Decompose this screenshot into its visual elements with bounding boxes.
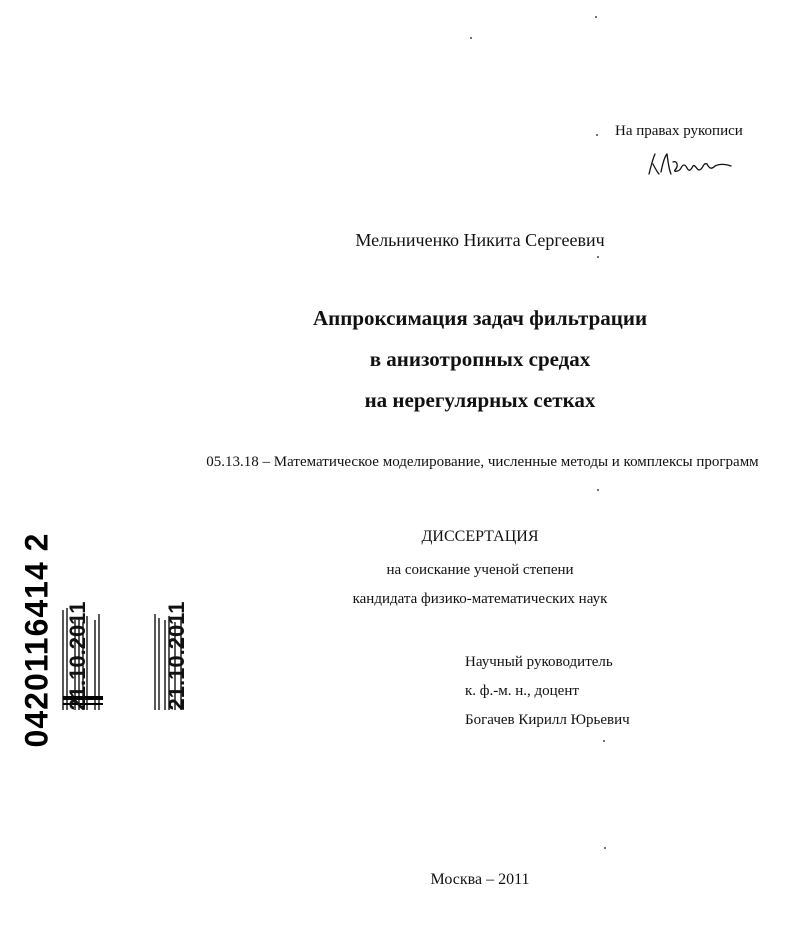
city-year: Москва – 2011 <box>430 871 530 888</box>
signature-image <box>645 148 733 182</box>
title-line: Аппроксимация задач фильтрации <box>312 306 648 330</box>
scan-speck <box>470 37 472 39</box>
scan-speck <box>603 740 605 742</box>
scan-speck <box>596 134 598 136</box>
author-name: Мельниченко Никита Сергеевич <box>355 230 605 250</box>
specialty-code: 05.13.18 – Математическое моделирование, численные методы и комплексы программ <box>206 454 759 470</box>
scan-speck <box>597 256 599 258</box>
degree-line: на соискание ученой степени <box>386 562 574 578</box>
scan-speck <box>604 847 606 849</box>
rights-note: На правах рукописи <box>615 123 743 139</box>
stamp-date-left-text: 21.10.2011 <box>65 601 90 711</box>
dissertation-title <box>0 298 795 421</box>
supervisor-name: Богачев Кирилл Юрьевич <box>465 712 630 728</box>
title-line: в анизотропных средах <box>369 347 591 371</box>
supervisor-block <box>465 648 630 735</box>
title-line: на нерегулярных сетках <box>364 388 596 412</box>
scan-speck <box>597 489 599 491</box>
degree-line: кандидата физико-математических наук <box>352 591 608 607</box>
supervisor-label: Научный руководитель <box>465 654 613 670</box>
supervisor-rank: к. ф.-м. н., доцент <box>465 683 579 699</box>
stamp-number-text: 0420116414 2 <box>18 532 55 748</box>
scan-speck <box>595 16 597 18</box>
document-type: ДИССЕРТАЦИЯ <box>421 528 539 545</box>
stamp-date-right-text: 21.10.2011 <box>164 601 189 711</box>
